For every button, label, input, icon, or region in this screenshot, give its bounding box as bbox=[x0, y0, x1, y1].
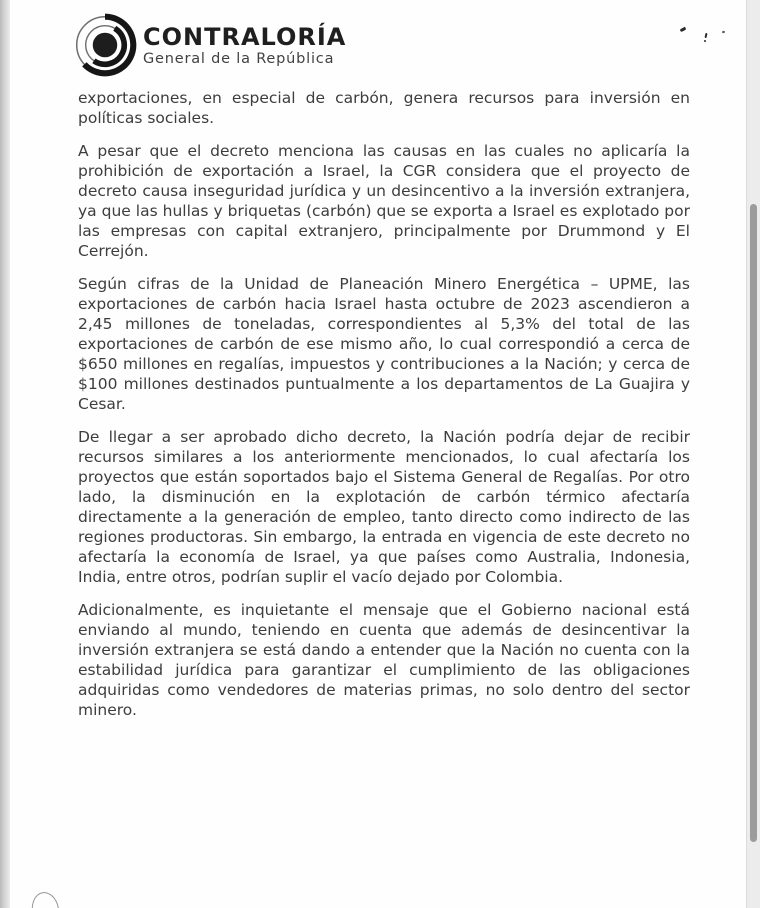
letter-body bbox=[78, 88, 690, 733]
paragraph-3: Según cifras de la Unidad de Planeación Minero Energética – UPME, las exportaciones de carbón hacia Israel hasta octubre de 2023 ascendieron a 2,45 millones de toneladas, correspondientes al 5,3% del total de las exportaciones de carbón de ese mismo año, lo cual correspondió a cerca de $650 millones en regalías, impuestos y contribuciones a la Nación; y cerca de $100 millones destinados puntualmente a los departamentos de La Guajira y Cesar. bbox=[78, 275, 690, 413]
document-page bbox=[10, 0, 747, 908]
ink-speck-icon bbox=[722, 31, 725, 34]
scrollbar-thumb[interactable] bbox=[750, 204, 757, 842]
scrollbar-track[interactable] bbox=[746, 0, 760, 908]
ink-speck-icon bbox=[704, 40, 706, 42]
pen-oval-mark bbox=[29, 890, 62, 908]
ink-speck-icon bbox=[705, 33, 708, 38]
org-brand bbox=[143, 25, 346, 67]
contraloria-logo-icon bbox=[72, 12, 138, 78]
ink-speck-icon bbox=[680, 27, 687, 32]
paragraph-4: De llegar a ser aprobado dicho decreto, la Nación podría dejar de recibir recursos similares a los anteriormente mencionados, lo cual afectaría los proyectos que están soportados bajo el Sistema General de Regalías. Por otro lado, la disminución en la explotación de carbón térmico afectaría directamente a la generación de empleo, tanto directo como indirecto de las regiones productoras. Sin embargo, la entrada en vigencia de este decreto no afectaría la economía de Israel, ya que países como Australia, Indonesia, India, entre otros, podrían suplir el vacío dejado por Colombia. bbox=[78, 428, 690, 586]
org-name: CONTRALORÍA bbox=[143, 23, 347, 51]
page-left-edge bbox=[0, 0, 10, 908]
paragraph-5: Adicionalmente, es inquietante el mensaje que el Gobierno nacional está enviando al mundo, teniendo en cuenta que además de desincentivar la inversión extranjera se está dando a entender que la Nación no cuenta con la estabilidad jurídica para garantizar el cumplimiento de las obligaciones adquiridas como vendedores de materias primas, no solo dentro del sector minero. bbox=[78, 601, 690, 719]
paragraph-1: exportaciones, en especial de carbón, genera recursos para inversión en políticas sociales. bbox=[78, 89, 690, 127]
org-subtitle: General de la República bbox=[143, 51, 335, 67]
paragraph-2: A pesar que el decreto menciona las causas en las cuales no aplicaría la prohibición de exportación a Israel, la CGR considera que el proyecto de decreto causa inseguridad jurídica y un desincentivo a la inversión extranjera, ya que las hullas y briquetas (carbón) que se exporta a Israel es explotado por las empresas con capital extranjero, principalmente por Drummond y El Cerrejón. bbox=[78, 142, 690, 260]
